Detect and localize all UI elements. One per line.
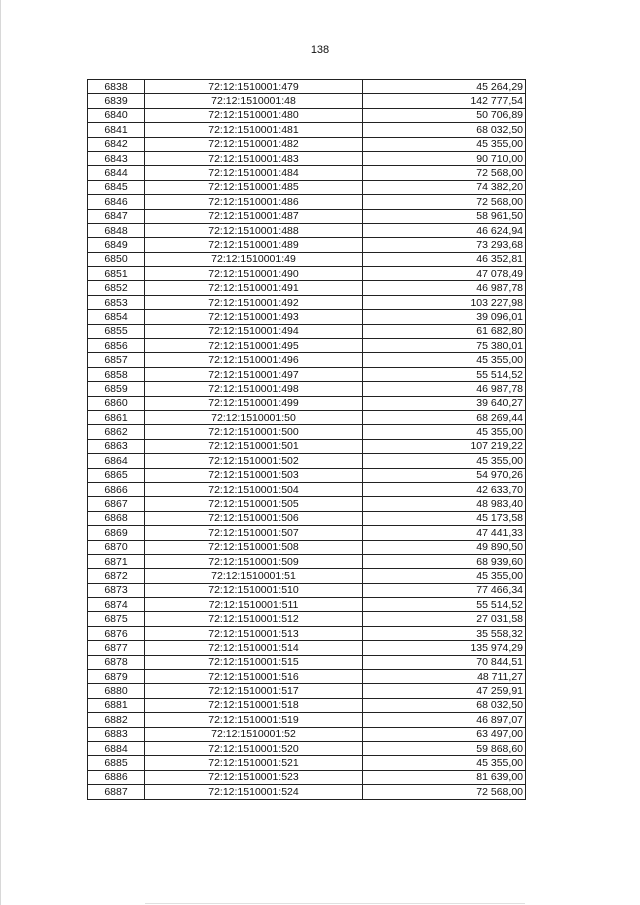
table-row — [88, 137, 526, 151]
value-cell: 45 355,00 — [363, 756, 526, 770]
table-row — [88, 353, 526, 367]
table-row — [88, 267, 526, 281]
row-number-cell: 6845 — [88, 180, 145, 194]
table-row — [88, 511, 526, 525]
value-cell: 46 987,78 — [363, 382, 526, 396]
cadastral-number-cell: 72:12:1510001:514 — [145, 641, 363, 655]
table-row — [88, 612, 526, 626]
value-cell: 47 078,49 — [363, 267, 526, 281]
table-row — [88, 684, 526, 698]
cadastral-number-cell: 72:12:1510001:512 — [145, 612, 363, 626]
page-bottom-line — [145, 903, 525, 904]
cadastral-number-cell: 72:12:1510001:509 — [145, 554, 363, 568]
table-row — [88, 94, 526, 108]
row-number-cell: 6844 — [88, 166, 145, 180]
value-cell: 58 961,50 — [363, 209, 526, 223]
cadastral-number-cell: 72:12:1510001:491 — [145, 281, 363, 295]
row-number-cell: 6881 — [88, 698, 145, 712]
row-number-cell: 6869 — [88, 526, 145, 540]
table-row — [88, 238, 526, 252]
value-cell: 72 568,00 — [363, 785, 526, 799]
row-number-cell: 6839 — [88, 94, 145, 108]
cadastral-number-cell: 72:12:1510001:502 — [145, 454, 363, 468]
cadastral-number-cell: 72:12:1510001:493 — [145, 310, 363, 324]
value-cell: 142 777,54 — [363, 94, 526, 108]
cadastral-number-cell: 72:12:1510001:515 — [145, 655, 363, 669]
row-number-cell: 6859 — [88, 382, 145, 396]
row-number-cell: 6841 — [88, 123, 145, 137]
table-row — [88, 756, 526, 770]
table-row — [88, 252, 526, 266]
table-row — [88, 526, 526, 540]
cadastral-number-cell: 72:12:1510001:521 — [145, 756, 363, 770]
value-cell: 27 031,58 — [363, 612, 526, 626]
value-cell: 35 558,32 — [363, 626, 526, 640]
cadastral-number-cell: 72:12:1510001:49 — [145, 252, 363, 266]
row-number-cell: 6870 — [88, 540, 145, 554]
value-cell: 135 974,29 — [363, 641, 526, 655]
cadastral-number-cell: 72:12:1510001:511 — [145, 598, 363, 612]
row-number-cell: 6854 — [88, 310, 145, 324]
value-cell: 54 970,26 — [363, 468, 526, 482]
cadastral-number-cell: 72:12:1510001:497 — [145, 367, 363, 381]
cadastral-number-cell: 72:12:1510001:496 — [145, 353, 363, 367]
cadastral-number-cell: 72:12:1510001:488 — [145, 223, 363, 237]
cadastral-number-cell: 72:12:1510001:520 — [145, 741, 363, 755]
cadastral-number-cell: 72:12:1510001:480 — [145, 108, 363, 122]
table-row — [88, 454, 526, 468]
cadastral-number-cell: 72:12:1510001:48 — [145, 94, 363, 108]
cadastral-number-cell: 72:12:1510001:519 — [145, 713, 363, 727]
value-cell: 59 868,60 — [363, 741, 526, 755]
table-row — [88, 598, 526, 612]
row-number-cell: 6863 — [88, 439, 145, 453]
table-row — [88, 396, 526, 410]
row-number-cell: 6856 — [88, 339, 145, 353]
row-number-cell: 6861 — [88, 410, 145, 424]
table-row — [88, 583, 526, 597]
row-number-cell: 6868 — [88, 511, 145, 525]
cadastral-number-cell: 72:12:1510001:507 — [145, 526, 363, 540]
cadastral-number-cell: 72:12:1510001:481 — [145, 123, 363, 137]
cadastral-number-cell: 72:12:1510001:503 — [145, 468, 363, 482]
cadastral-number-cell: 72:12:1510001:495 — [145, 339, 363, 353]
table-row — [88, 80, 526, 94]
table-row — [88, 223, 526, 237]
cadastral-number-cell: 72:12:1510001:513 — [145, 626, 363, 640]
row-number-cell: 6866 — [88, 482, 145, 496]
row-number-cell: 6860 — [88, 396, 145, 410]
table-row — [88, 195, 526, 209]
row-number-cell: 6842 — [88, 137, 145, 151]
table-row — [88, 482, 526, 496]
value-cell: 39 640,27 — [363, 396, 526, 410]
value-cell: 45 355,00 — [363, 137, 526, 151]
cadastral-number-cell: 72:12:1510001:500 — [145, 425, 363, 439]
table-row — [88, 770, 526, 784]
table-body — [88, 80, 526, 800]
table-row — [88, 497, 526, 511]
table-row — [88, 367, 526, 381]
table-row — [88, 785, 526, 799]
table-row — [88, 108, 526, 122]
value-cell: 68 939,60 — [363, 554, 526, 568]
cadastral-number-cell: 72:12:1510001:516 — [145, 670, 363, 684]
cadastral-number-cell: 72:12:1510001:523 — [145, 770, 363, 784]
cadastral-number-cell: 72:12:1510001:494 — [145, 324, 363, 338]
row-number-cell: 6872 — [88, 569, 145, 583]
cadastral-number-cell: 72:12:1510001:504 — [145, 482, 363, 496]
table-row — [88, 626, 526, 640]
cadastral-number-cell: 72:12:1510001:51 — [145, 569, 363, 583]
table-row — [88, 281, 526, 295]
page-edge-line — [0, 0, 1, 905]
row-number-cell: 6847 — [88, 209, 145, 223]
cadastral-number-cell: 72:12:1510001:506 — [145, 511, 363, 525]
row-number-cell: 6853 — [88, 295, 145, 309]
table-row — [88, 425, 526, 439]
value-cell: 45 355,00 — [363, 425, 526, 439]
row-number-cell: 6852 — [88, 281, 145, 295]
cadastral-number-cell: 72:12:1510001:486 — [145, 195, 363, 209]
value-cell: 75 380,01 — [363, 339, 526, 353]
row-number-cell: 6878 — [88, 655, 145, 669]
cadastral-value-table — [87, 79, 526, 800]
value-cell: 47 259,91 — [363, 684, 526, 698]
cadastral-number-cell: 72:12:1510001:487 — [145, 209, 363, 223]
row-number-cell: 6843 — [88, 151, 145, 165]
value-cell: 55 514,52 — [363, 367, 526, 381]
value-cell: 103 227,98 — [363, 295, 526, 309]
cadastral-number-cell: 72:12:1510001:501 — [145, 439, 363, 453]
value-cell: 45 173,58 — [363, 511, 526, 525]
value-cell: 48 983,40 — [363, 497, 526, 511]
table-row — [88, 741, 526, 755]
row-number-cell: 6883 — [88, 727, 145, 741]
table-row — [88, 209, 526, 223]
value-cell: 72 568,00 — [363, 166, 526, 180]
cadastral-number-cell: 72:12:1510001:479 — [145, 80, 363, 94]
row-number-cell: 6875 — [88, 612, 145, 626]
page-number: 138 — [310, 44, 330, 56]
table-row — [88, 151, 526, 165]
row-number-cell: 6887 — [88, 785, 145, 799]
table-row — [88, 727, 526, 741]
value-cell: 81 639,00 — [363, 770, 526, 784]
cadastral-number-cell: 72:12:1510001:492 — [145, 295, 363, 309]
table-row — [88, 554, 526, 568]
value-cell: 70 844,51 — [363, 655, 526, 669]
row-number-cell: 6882 — [88, 713, 145, 727]
table-row — [88, 339, 526, 353]
cadastral-number-cell: 72:12:1510001:485 — [145, 180, 363, 194]
table-row — [88, 698, 526, 712]
row-number-cell: 6879 — [88, 670, 145, 684]
table-row — [88, 324, 526, 338]
row-number-cell: 6851 — [88, 267, 145, 281]
row-number-cell: 6867 — [88, 497, 145, 511]
table-row — [88, 310, 526, 324]
row-number-cell: 6886 — [88, 770, 145, 784]
cadastral-number-cell: 72:12:1510001:498 — [145, 382, 363, 396]
value-cell: 46 897,07 — [363, 713, 526, 727]
value-cell: 77 466,34 — [363, 583, 526, 597]
value-cell: 68 269,44 — [363, 410, 526, 424]
value-cell: 46 987,78 — [363, 281, 526, 295]
value-cell: 49 890,50 — [363, 540, 526, 554]
value-cell: 45 264,29 — [363, 80, 526, 94]
value-cell: 90 710,00 — [363, 151, 526, 165]
row-number-cell: 6871 — [88, 554, 145, 568]
cadastral-number-cell: 72:12:1510001:482 — [145, 137, 363, 151]
table-row — [88, 540, 526, 554]
row-number-cell: 6848 — [88, 223, 145, 237]
row-number-cell: 6862 — [88, 425, 145, 439]
row-number-cell: 6874 — [88, 598, 145, 612]
table-row — [88, 166, 526, 180]
value-cell: 61 682,80 — [363, 324, 526, 338]
value-cell: 45 355,00 — [363, 454, 526, 468]
table-row — [88, 295, 526, 309]
table-row — [88, 439, 526, 453]
row-number-cell: 6857 — [88, 353, 145, 367]
value-cell: 48 711,27 — [363, 670, 526, 684]
row-number-cell: 6838 — [88, 80, 145, 94]
value-cell: 107 219,22 — [363, 439, 526, 453]
cadastral-number-cell: 72:12:1510001:483 — [145, 151, 363, 165]
row-number-cell: 6858 — [88, 367, 145, 381]
row-number-cell: 6877 — [88, 641, 145, 655]
row-number-cell: 6850 — [88, 252, 145, 266]
cadastral-number-cell: 72:12:1510001:505 — [145, 497, 363, 511]
row-number-cell: 6876 — [88, 626, 145, 640]
row-number-cell: 6873 — [88, 583, 145, 597]
value-cell: 72 568,00 — [363, 195, 526, 209]
row-number-cell: 6846 — [88, 195, 145, 209]
cadastral-number-cell: 72:12:1510001:484 — [145, 166, 363, 180]
value-cell: 46 624,94 — [363, 223, 526, 237]
table-row — [88, 713, 526, 727]
value-cell: 74 382,20 — [363, 180, 526, 194]
row-number-cell: 6849 — [88, 238, 145, 252]
table-row — [88, 382, 526, 396]
cadastral-number-cell: 72:12:1510001:499 — [145, 396, 363, 410]
value-cell: 45 355,00 — [363, 569, 526, 583]
table-row — [88, 123, 526, 137]
table-row — [88, 569, 526, 583]
value-cell: 63 497,00 — [363, 727, 526, 741]
row-number-cell: 6855 — [88, 324, 145, 338]
cadastral-number-cell: 72:12:1510001:524 — [145, 785, 363, 799]
cadastral-number-cell: 72:12:1510001:52 — [145, 727, 363, 741]
table-row — [88, 641, 526, 655]
table-row — [88, 670, 526, 684]
value-cell: 42 633,70 — [363, 482, 526, 496]
cadastral-number-cell: 72:12:1510001:489 — [145, 238, 363, 252]
cadastral-number-cell: 72:12:1510001:490 — [145, 267, 363, 281]
cadastral-number-cell: 72:12:1510001:518 — [145, 698, 363, 712]
cadastral-number-cell: 72:12:1510001:50 — [145, 410, 363, 424]
value-cell: 39 096,01 — [363, 310, 526, 324]
cadastral-number-cell: 72:12:1510001:510 — [145, 583, 363, 597]
row-number-cell: 6880 — [88, 684, 145, 698]
value-cell: 50 706,89 — [363, 108, 526, 122]
row-number-cell: 6865 — [88, 468, 145, 482]
value-cell: 68 032,50 — [363, 123, 526, 137]
cadastral-number-cell: 72:12:1510001:508 — [145, 540, 363, 554]
table-row — [88, 410, 526, 424]
row-number-cell: 6884 — [88, 741, 145, 755]
value-cell: 73 293,68 — [363, 238, 526, 252]
table-row — [88, 655, 526, 669]
value-cell: 55 514,52 — [363, 598, 526, 612]
table-row — [88, 468, 526, 482]
value-cell: 68 032,50 — [363, 698, 526, 712]
table-row — [88, 180, 526, 194]
value-cell: 47 441,33 — [363, 526, 526, 540]
row-number-cell: 6840 — [88, 108, 145, 122]
cadastral-number-cell: 72:12:1510001:517 — [145, 684, 363, 698]
value-cell: 45 355,00 — [363, 353, 526, 367]
row-number-cell: 6864 — [88, 454, 145, 468]
value-cell: 46 352,81 — [363, 252, 526, 266]
row-number-cell: 6885 — [88, 756, 145, 770]
